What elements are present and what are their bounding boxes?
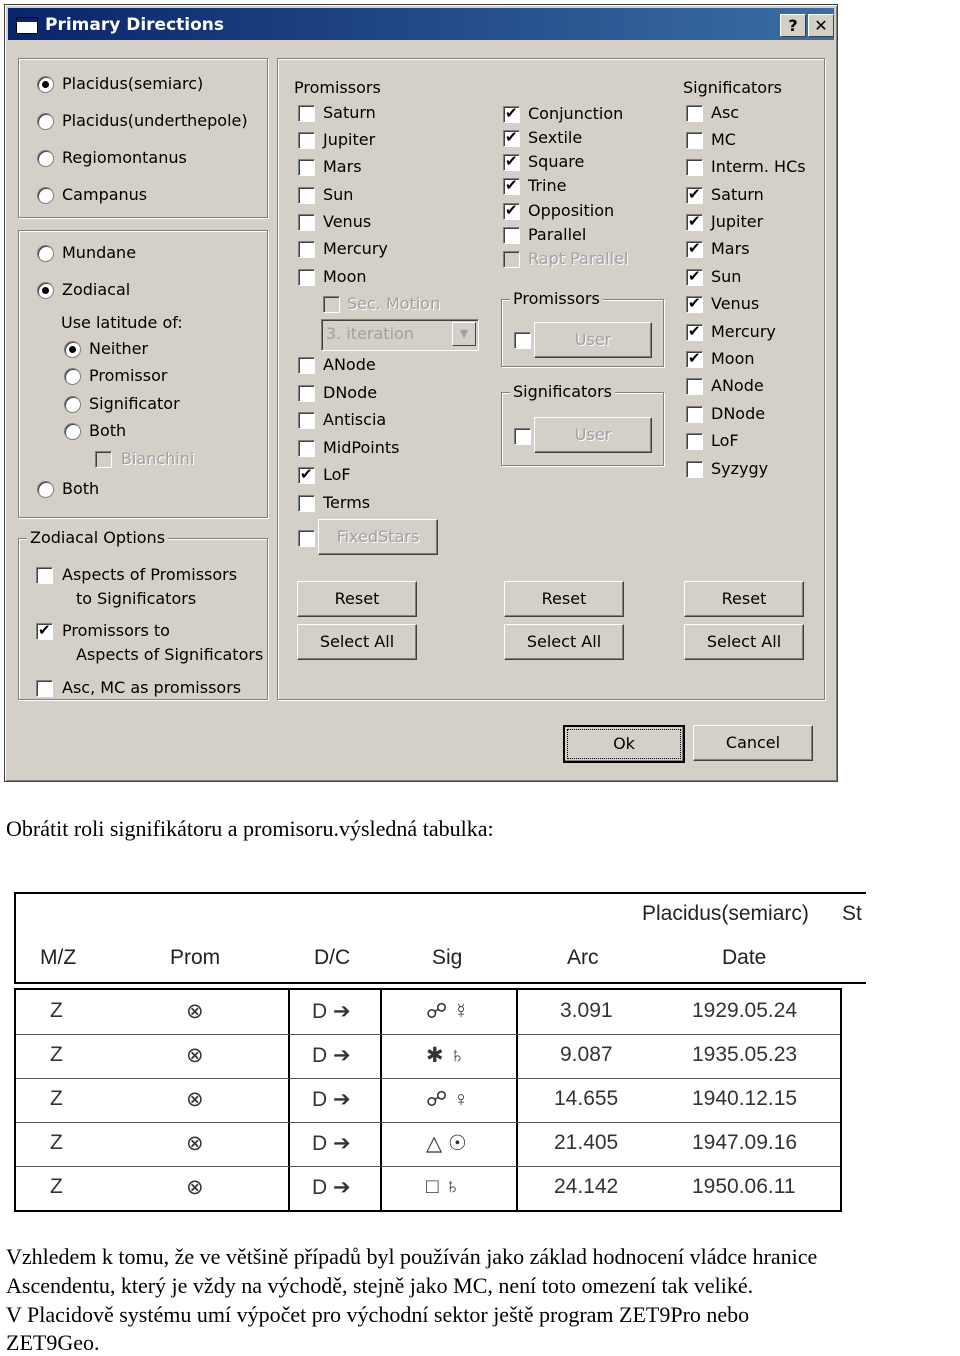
- window-icon: [16, 17, 38, 34]
- cell-mz: Z: [50, 1043, 63, 1066]
- sig-mars-checkbox[interactable]: [686, 241, 703, 258]
- radio-label: Significator: [89, 394, 180, 413]
- checkbox-label: Saturn: [323, 103, 376, 122]
- cell-sig: △ ☉: [426, 1132, 467, 1155]
- cell-prom: ⊗: [186, 1132, 204, 1155]
- checkbox-label: Square: [528, 152, 585, 171]
- prom-lof-checkbox[interactable]: [298, 467, 315, 484]
- promissors-title: Promissors: [294, 78, 381, 97]
- cell-prom: ⊗: [186, 1176, 204, 1199]
- asc-mc-promissors-checkbox[interactable]: [36, 680, 53, 697]
- cell-arc: 3.091: [560, 999, 613, 1022]
- cell-date: 1947.09.16: [692, 1131, 798, 1154]
- cell-dc: D ➔: [312, 1044, 351, 1067]
- prom-saturn-checkbox[interactable]: [298, 105, 315, 122]
- cell-date: 1950.06.11: [692, 1175, 796, 1198]
- select-all-significators-button[interactable]: Select All: [684, 624, 804, 660]
- checkbox-label: Opposition: [528, 201, 615, 220]
- fixed-stars-button[interactable]: FixedStars: [318, 519, 438, 555]
- radio-label: Mundane: [62, 243, 137, 262]
- checkbox-label: Sextile: [528, 128, 583, 147]
- checkbox-label: Mars: [323, 157, 362, 176]
- reset-significators-button[interactable]: Reset: [684, 581, 804, 617]
- checkbox-label: Bianchini: [121, 449, 195, 468]
- column-header-mz: M/Z: [40, 946, 77, 969]
- checkbox-label: MC: [711, 130, 736, 149]
- checkbox-label: Antiscia: [323, 410, 387, 429]
- reset-promissors-button[interactable]: Reset: [297, 581, 417, 617]
- checkbox-label: Moon: [711, 349, 755, 368]
- checkbox-label: to Significators: [76, 589, 197, 608]
- prom-moon-checkbox[interactable]: [298, 269, 315, 286]
- paragraph-line: Vzhledem k tomu, že ve většině případů byl používán jako základ hodnocení vládce hranice: [6, 1244, 818, 1269]
- sig-asc-checkbox[interactable]: [686, 105, 703, 122]
- cell-mz: Z: [50, 1087, 63, 1110]
- sig-sun-checkbox[interactable]: [686, 269, 703, 286]
- prom-terms-checkbox[interactable]: [298, 495, 315, 512]
- table-row: [16, 1078, 840, 1123]
- table-body: [14, 988, 842, 1212]
- radio-label: Promissor: [89, 366, 168, 385]
- group-title: Significators: [510, 382, 615, 401]
- paragraph-line: V Placidově systému umí výpočet pro východní sektor ještě program ZET9Pro nebo: [6, 1302, 750, 1327]
- sig-moon-checkbox[interactable]: [686, 351, 703, 368]
- sig-dnode-checkbox[interactable]: [686, 406, 703, 423]
- checkbox-label: Sun: [711, 267, 742, 286]
- cell-arc: 21.405: [554, 1131, 619, 1154]
- radio-label: Both: [89, 421, 127, 440]
- radio-label: Placidus(underthepole): [62, 111, 248, 130]
- user-promissors-group: [501, 289, 664, 367]
- group-title: Zodiacal Options: [27, 528, 168, 547]
- aspect-opposition-checkbox[interactable]: [503, 203, 520, 220]
- cell-dc: D ➔: [312, 1176, 351, 1199]
- checkbox-label: Aspects of Promissors: [62, 565, 238, 584]
- table-row: [16, 1166, 840, 1210]
- radio-both-inner[interactable]: [64, 423, 81, 440]
- use-latitude-label: Use latitude of:: [61, 313, 183, 332]
- fixed-stars-checkbox[interactable]: [298, 530, 315, 547]
- checkbox-label: Interm. HCs: [711, 157, 806, 176]
- title-bar[interactable]: [8, 8, 834, 40]
- cell-dc: D ➔: [312, 1000, 351, 1023]
- checkbox-label: Mercury: [323, 239, 388, 258]
- ok-button[interactable]: Ok: [563, 725, 685, 763]
- radio-label: Neither: [89, 339, 149, 358]
- checkbox-label: Trine: [528, 176, 567, 195]
- radio-campanus[interactable]: [37, 187, 54, 204]
- paragraph-line: ZET9Geo.: [6, 1330, 100, 1355]
- radio-label: Campanus: [62, 185, 148, 204]
- radio-neither[interactable]: [64, 341, 81, 358]
- checkbox-label: Jupiter: [323, 130, 376, 149]
- column-header-dc: D/C: [314, 946, 351, 969]
- radio-label: Zodiacal: [62, 280, 131, 299]
- table-row: [16, 990, 840, 1035]
- checkbox-label: Sun: [323, 185, 354, 204]
- promissors-to-aspects-checkbox[interactable]: [36, 623, 53, 640]
- results-table: [14, 892, 864, 1210]
- cell-dc: D ➔: [312, 1088, 351, 1111]
- sec-motion-checkbox[interactable]: [323, 296, 340, 313]
- checkbox-label: Parallel: [528, 225, 587, 244]
- user-significators-button[interactable]: User: [534, 417, 652, 453]
- aspect-conjunction-checkbox[interactable]: [503, 106, 520, 123]
- select-all-aspects-button[interactable]: Select All: [504, 624, 624, 660]
- checkbox-label: DNode: [323, 383, 378, 402]
- prom-mercury-checkbox[interactable]: [298, 241, 315, 258]
- column-header-sig: Sig: [432, 946, 463, 969]
- sig-anode-checkbox[interactable]: [686, 378, 703, 395]
- checkbox-label: Moon: [323, 267, 367, 286]
- checkbox-label: Sec. Motion: [347, 294, 441, 313]
- checkbox-label: Rapt Parallel: [528, 249, 629, 268]
- prom-mars-checkbox[interactable]: [298, 159, 315, 176]
- prom-midpoints-checkbox[interactable]: [298, 440, 315, 457]
- table-row: [16, 1122, 840, 1167]
- sig-lof-checkbox[interactable]: [686, 433, 703, 450]
- checkbox-label: LoF: [323, 465, 351, 484]
- cell-dc: D ➔: [312, 1132, 351, 1155]
- reset-aspects-button[interactable]: Reset: [504, 581, 624, 617]
- checkbox-label: Venus: [711, 294, 760, 313]
- user-promissors-button[interactable]: User: [534, 322, 652, 358]
- prom-venus-checkbox[interactable]: [298, 214, 315, 231]
- column-header-prom: Prom: [170, 946, 221, 969]
- radio-regiomontanus[interactable]: [37, 150, 54, 167]
- dialog-title: Primary Directions: [45, 15, 225, 35]
- primary-directions-dialog: [4, 4, 838, 782]
- prom-dnode-checkbox[interactable]: [298, 385, 315, 402]
- cell-arc: 9.087: [560, 1043, 613, 1066]
- cell-arc: 24.142: [554, 1175, 619, 1198]
- checkbox-label: DNode: [711, 404, 766, 423]
- objects-group: [277, 58, 825, 700]
- select-all-promissors-button[interactable]: Select All: [297, 624, 417, 660]
- prom-anode-checkbox[interactable]: [298, 357, 315, 374]
- user-significators-group: [501, 382, 664, 466]
- aspect-rapt-parallel-checkbox[interactable]: [503, 251, 520, 268]
- checkbox-label: Asc, MC as promissors: [62, 678, 242, 697]
- significators-title: Significators: [683, 78, 782, 97]
- checkbox-label: LoF: [711, 431, 739, 450]
- sig-mercury-checkbox[interactable]: [686, 324, 703, 341]
- cancel-button[interactable]: Cancel: [693, 725, 813, 761]
- checkbox-label: Venus: [323, 212, 372, 231]
- checkbox-label: Terms: [323, 493, 371, 512]
- radio-label: Regiomontanus: [62, 148, 187, 167]
- radio-placidus-semiarc[interactable]: [37, 76, 54, 93]
- table-row: [16, 1034, 840, 1079]
- cell-prom: ⊗: [186, 1000, 204, 1023]
- radio-both[interactable]: [37, 481, 54, 498]
- user-significators-checkbox[interactable]: [514, 428, 531, 445]
- prom-antiscia-checkbox[interactable]: [298, 412, 315, 429]
- checkbox-label: ANode: [323, 355, 376, 374]
- zodiacal-options-group: [18, 528, 268, 700]
- checkbox-label: Aspects of Significators: [76, 645, 264, 664]
- radio-significator[interactable]: [64, 396, 81, 413]
- radio-zodiacal[interactable]: [37, 282, 54, 299]
- checkbox-label: Jupiter: [711, 212, 764, 231]
- cell-date: 1940.12.15: [692, 1087, 798, 1110]
- cell-sig: ✱ ♄: [426, 1044, 466, 1067]
- help-button[interactable]: ?: [780, 14, 806, 37]
- radio-label: Both: [62, 479, 100, 498]
- cell-sig: ☍ ☿: [426, 1000, 469, 1023]
- aspects-of-promissors-checkbox[interactable]: [36, 567, 53, 584]
- cell-date: 1935.05.23: [692, 1043, 798, 1066]
- cell-sig: ☍ ♀: [426, 1088, 469, 1111]
- group-title: Promissors: [510, 289, 603, 308]
- radio-mundane[interactable]: [37, 245, 54, 262]
- checkbox-label: Mars: [711, 239, 750, 258]
- sig-saturn-checkbox[interactable]: [686, 187, 703, 204]
- iteration-value: 3. iteration: [326, 324, 414, 343]
- aspect-trine-checkbox[interactable]: [503, 178, 520, 195]
- cell-mz: Z: [50, 1131, 63, 1154]
- column-header-date: Date: [722, 946, 767, 969]
- sig-venus-checkbox[interactable]: [686, 296, 703, 313]
- measure-group: [18, 230, 268, 518]
- user-promissors-checkbox[interactable]: [514, 332, 531, 349]
- checkbox-label: Conjunction: [528, 104, 624, 123]
- bianchini-checkbox[interactable]: [95, 451, 112, 468]
- cell-prom: ⊗: [186, 1044, 204, 1067]
- prom-sun-checkbox[interactable]: [298, 187, 315, 204]
- sig-mc-checkbox[interactable]: [686, 132, 703, 149]
- cell-sig: □ ♄: [426, 1175, 461, 1198]
- radio-placidus-underthepole[interactable]: [37, 113, 54, 130]
- checkbox-label: MidPoints: [323, 438, 400, 457]
- cell-arc: 14.655: [554, 1087, 619, 1110]
- iteration-select[interactable]: [321, 319, 479, 351]
- caption-text: Obrátit roli signifikátoru a promisoru.výsledná tabulka:: [6, 816, 494, 841]
- cell-date: 1929.05.24: [692, 999, 798, 1022]
- house-system-group: [18, 58, 268, 218]
- prom-jupiter-checkbox[interactable]: [298, 132, 315, 149]
- checkbox-label: Saturn: [711, 185, 764, 204]
- sig-interm-hcs-checkbox[interactable]: [686, 159, 703, 176]
- radio-label: Placidus(semiarc): [62, 74, 204, 93]
- aspect-square-checkbox[interactable]: [503, 154, 520, 171]
- sig-syzygy-checkbox[interactable]: [686, 461, 703, 478]
- aspect-parallel-checkbox[interactable]: [503, 227, 520, 244]
- system-label-cut: St: [842, 902, 862, 925]
- radio-promissor[interactable]: [64, 368, 81, 385]
- checkbox-label: Asc: [711, 103, 740, 122]
- aspect-sextile-checkbox[interactable]: [503, 130, 520, 147]
- checkbox-label: Mercury: [711, 322, 776, 341]
- system-label: Placidus(semiarc): [642, 902, 809, 925]
- checkbox-label: Syzygy: [711, 459, 769, 478]
- checkbox-label: Promissors to: [62, 621, 170, 640]
- sig-jupiter-checkbox[interactable]: [686, 214, 703, 231]
- cell-mz: Z: [50, 999, 63, 1022]
- cell-mz: Z: [50, 1175, 63, 1198]
- close-icon[interactable]: ✕: [808, 14, 834, 37]
- chevron-down-icon[interactable]: ▼: [452, 322, 476, 346]
- paragraph-line: Ascendentu, který je vždy na východě, stejně jako MC, není toto omezení tak veliké.: [6, 1273, 754, 1298]
- cell-prom: ⊗: [186, 1088, 204, 1111]
- column-header-arc: Arc: [567, 946, 599, 969]
- checkbox-label: ANode: [711, 376, 764, 395]
